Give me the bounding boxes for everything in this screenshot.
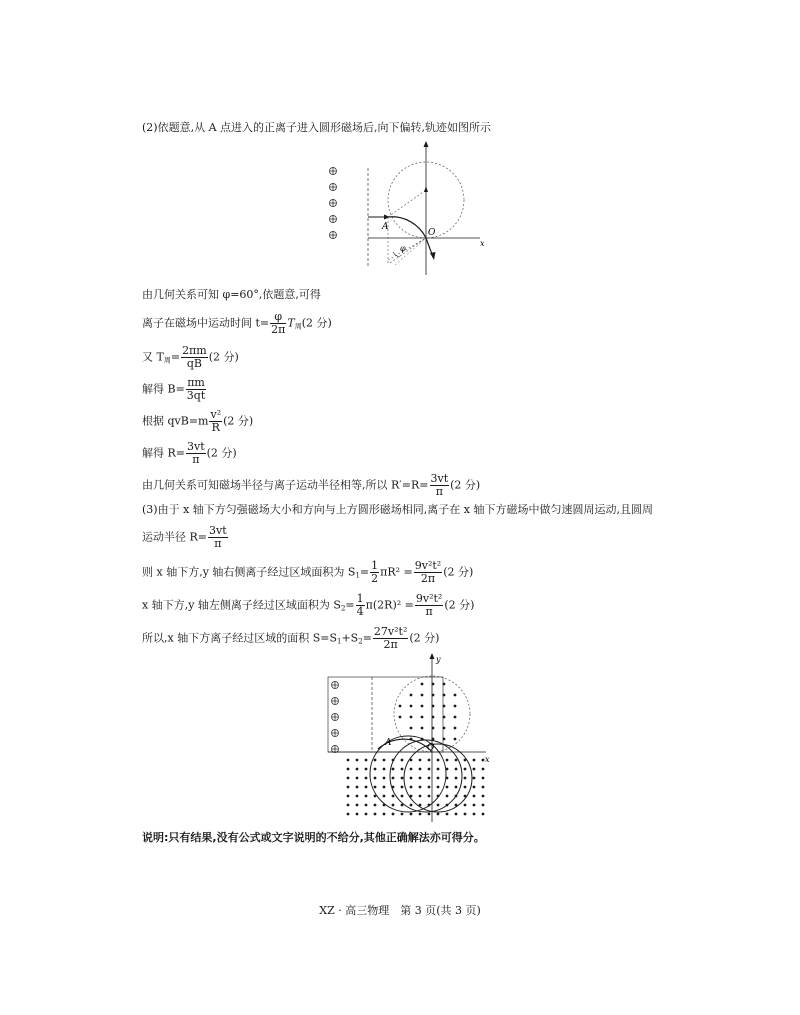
period-fraction: $\frac{2\pi m}{qB}$ — [182, 344, 207, 370]
field-dot — [454, 694, 457, 697]
field-dot — [446, 795, 449, 798]
field-dot — [356, 795, 359, 798]
field-dot — [437, 759, 440, 762]
field-dot — [347, 804, 350, 807]
field-dot — [401, 795, 404, 798]
time-equation: 离子在磁场中运动时间 t= $\frac{\varphi}{2\pi}$ $T_周(2$ 分) — [142, 310, 332, 336]
field-dot — [482, 804, 485, 807]
label-x: x — [480, 239, 485, 248]
field-dot — [437, 813, 440, 816]
label-o: O — [428, 228, 436, 238]
field-dot — [419, 768, 422, 771]
field-dot — [421, 727, 424, 730]
field-dot — [392, 795, 395, 798]
field-dot — [432, 727, 435, 730]
field-dot — [428, 813, 431, 816]
figure-1-circular-field-diagram — [320, 140, 500, 275]
label-y: y — [436, 655, 441, 664]
positive-ion-markers — [330, 168, 337, 239]
total-fraction: $\frac{\text{27v²t²}}{2\pi}$ — [373, 625, 408, 651]
field-dot — [410, 813, 413, 816]
field-dot — [421, 694, 424, 697]
field-dot — [482, 813, 485, 816]
field-dot — [374, 813, 377, 816]
page-footer: XZ · 高三物理 第 3 页(共 3 页) — [319, 904, 481, 917]
field-dot — [347, 795, 350, 798]
field-dot — [454, 738, 457, 741]
figure-2-lower-field-diagram — [318, 652, 498, 827]
field-dot — [482, 768, 485, 771]
r-equation: 解得 R= $\frac{3vt}{\pi}$ (2 分) — [142, 440, 237, 466]
field-dot — [392, 813, 395, 816]
field-dot — [410, 777, 413, 780]
field-dot — [432, 705, 435, 708]
field-dot — [464, 777, 467, 780]
field-dot — [421, 705, 424, 708]
field-dot — [383, 795, 386, 798]
field-dot — [473, 813, 476, 816]
field-dot — [365, 813, 368, 816]
field-dot — [347, 768, 350, 771]
field-dot — [482, 777, 485, 780]
label-phi: φ — [400, 244, 406, 253]
field-dot — [443, 694, 446, 697]
field-dot — [410, 716, 413, 719]
part3-intro: (3)由于 x 轴下方匀强磁场大小和方向与上方圆形磁场相同,离子在 x 轴下方磁场中做匀速圆周运动,且圆周 — [142, 503, 653, 516]
field-dot — [365, 786, 368, 789]
field-dot — [410, 804, 413, 807]
field-dot — [401, 786, 404, 789]
field-dot — [473, 759, 476, 762]
field-dot — [401, 759, 404, 762]
field-dot — [455, 759, 458, 762]
field-dot — [464, 804, 467, 807]
force-fraction: $\frac{\text{v²}}{R}$ — [210, 408, 222, 434]
positive-ion-markers — [332, 682, 339, 753]
field-dot — [473, 777, 476, 780]
field-dot — [432, 694, 435, 697]
field-dot — [482, 786, 485, 789]
field-dot — [455, 777, 458, 780]
field-dot — [437, 786, 440, 789]
s2-equation: x 轴下方,y 轴左侧离子经过区域面积为 $S_2=$ $\frac{1}{4}$ π(2R)² = $\frac{\text{9v²t²}}{\pi}$ (2 分) — [142, 592, 475, 618]
field-dot — [432, 738, 435, 741]
field-dot — [437, 804, 440, 807]
field-dot — [443, 727, 446, 730]
field-dot — [383, 786, 386, 789]
field-dot — [383, 768, 386, 771]
field-dot — [455, 813, 458, 816]
s1-coef-fraction: $\frac{1}{2}$ — [371, 559, 379, 585]
field-dot — [437, 777, 440, 780]
field-dot — [347, 813, 350, 816]
b-equation: 解得 B= $\frac{\pi m}{3qt}$ — [142, 376, 206, 402]
field-dot — [356, 804, 359, 807]
radius-equation: 运动半径 R= $\frac{3vt}{\pi}$ — [142, 524, 227, 550]
field-dot — [392, 777, 395, 780]
field-dot — [443, 716, 446, 719]
field-dot — [428, 795, 431, 798]
field-dot — [437, 768, 440, 771]
field-dot — [401, 777, 404, 780]
field-dot — [347, 786, 350, 789]
field-dot — [443, 683, 446, 686]
field-dot — [464, 813, 467, 816]
field-dot — [356, 813, 359, 816]
field-dot — [347, 759, 350, 762]
field-dot — [432, 716, 435, 719]
field-dot — [383, 777, 386, 780]
field-dot — [374, 804, 377, 807]
field-dot — [401, 768, 404, 771]
field-dot — [365, 804, 368, 807]
b-fraction: $\frac{\pi m}{3qt}$ — [186, 376, 206, 402]
field-dot — [347, 777, 350, 780]
geometry-line: 由几何关系可知 φ=60°,依题意,可得 — [142, 288, 321, 301]
field-dot — [419, 786, 422, 789]
period-equation: 又 $T_周=$ $\frac{2\pi m}{qB}$ (2 分) — [142, 344, 239, 370]
label-a: A — [382, 222, 389, 232]
field-dot — [446, 759, 449, 762]
field-dot — [356, 777, 359, 780]
field-dot — [399, 705, 402, 708]
field-dot — [356, 786, 359, 789]
field-dot — [383, 813, 386, 816]
trajectory-circle-left — [370, 736, 446, 812]
field-dot — [421, 683, 424, 686]
equal-radius-equation: 由几何关系可知磁场半径与离子运动半径相等,所以 R′=R= $\frac{3vt}{\pi}$ (2 分) — [142, 472, 481, 498]
field-dot — [455, 768, 458, 771]
field-dot — [446, 786, 449, 789]
field-dot — [356, 768, 359, 771]
field-dot — [365, 768, 368, 771]
field-dot — [482, 795, 485, 798]
equal-fraction: $\frac{3vt}{\pi}$ — [430, 472, 449, 498]
field-dot — [383, 759, 386, 762]
force-equation: 根据 qvB=m $\frac{\text{v²}}{R}$ (2 分) — [142, 408, 254, 434]
label-x: x — [485, 755, 490, 764]
label-a: A — [385, 738, 392, 748]
field-dot — [392, 768, 395, 771]
r-fraction: $\frac{3vt}{\pi}$ — [187, 440, 205, 466]
field-dot — [428, 777, 431, 780]
s1-equation: 则 x 轴下方,y 轴右侧离子经过区域面积为 $S_1=$ $\frac{1}{2}$ πR² = $\frac{\text{9v²t²}}{2\pi}$ (2 分) — [142, 559, 474, 585]
field-dot — [473, 768, 476, 771]
scoring-note: 说明:只有结果,没有公式或文字说明的不给分,其他正确解法亦可得分。 — [142, 831, 485, 844]
field-dot — [374, 786, 377, 789]
field-dot — [446, 813, 449, 816]
field-dot — [419, 795, 422, 798]
s2-coef-fraction: $\frac{1}{4}$ — [356, 592, 364, 618]
field-dot — [410, 786, 413, 789]
field-dot — [443, 738, 446, 741]
field-dot — [365, 759, 368, 762]
field-dot — [482, 759, 485, 762]
magnetic-field-dots-lower — [347, 759, 485, 816]
field-dot — [365, 795, 368, 798]
field-dot — [455, 786, 458, 789]
s2-fraction: $\frac{\text{9v²t²}}{\pi}$ — [415, 592, 443, 618]
field-dot — [419, 777, 422, 780]
field-dot — [374, 777, 377, 780]
part2-intro: (2)依题意,从 A 点进入的正离子进入圆形磁场后,向下偏转,轨迹如图所示 — [142, 121, 492, 134]
field-dot — [464, 786, 467, 789]
field-dot — [410, 768, 413, 771]
field-dot — [410, 727, 413, 730]
magnetic-field-dots-upper — [399, 683, 457, 741]
field-dot — [419, 813, 422, 816]
field-dot — [454, 727, 457, 730]
field-dot — [392, 804, 395, 807]
field-dot — [428, 768, 431, 771]
s1-fraction: $\frac{\text{9v²t²}}{2\pi}$ — [414, 559, 442, 585]
field-dot — [454, 716, 457, 719]
field-dot — [473, 795, 476, 798]
field-dot — [401, 813, 404, 816]
field-dot — [374, 768, 377, 771]
field-dot — [374, 759, 377, 762]
field-dot — [473, 804, 476, 807]
trajectory-circle-mid — [390, 740, 462, 812]
field-dot — [432, 683, 435, 686]
field-dot — [356, 759, 359, 762]
field-dot — [421, 716, 424, 719]
field-dot — [410, 705, 413, 708]
radius-fraction: $\frac{3vt}{\pi}$ — [209, 524, 227, 550]
field-dot — [473, 786, 476, 789]
field-dot — [443, 705, 446, 708]
time-fraction: $\frac{\varphi}{2\pi}$ — [271, 310, 286, 336]
field-dot — [428, 786, 431, 789]
label-o: O — [427, 743, 435, 753]
field-dot — [454, 705, 457, 708]
field-dot — [365, 777, 368, 780]
total-area-equation: 所以,x 轴下方离子经过区域的面积 $S=S_1+S_2=$ $\frac{\text{27v²t²}}{2\pi}$ (2 分) — [142, 625, 440, 651]
field-dot — [464, 768, 467, 771]
field-dot — [419, 759, 422, 762]
field-dot — [399, 716, 402, 719]
field-dot — [410, 694, 413, 697]
field-dot — [428, 759, 431, 762]
